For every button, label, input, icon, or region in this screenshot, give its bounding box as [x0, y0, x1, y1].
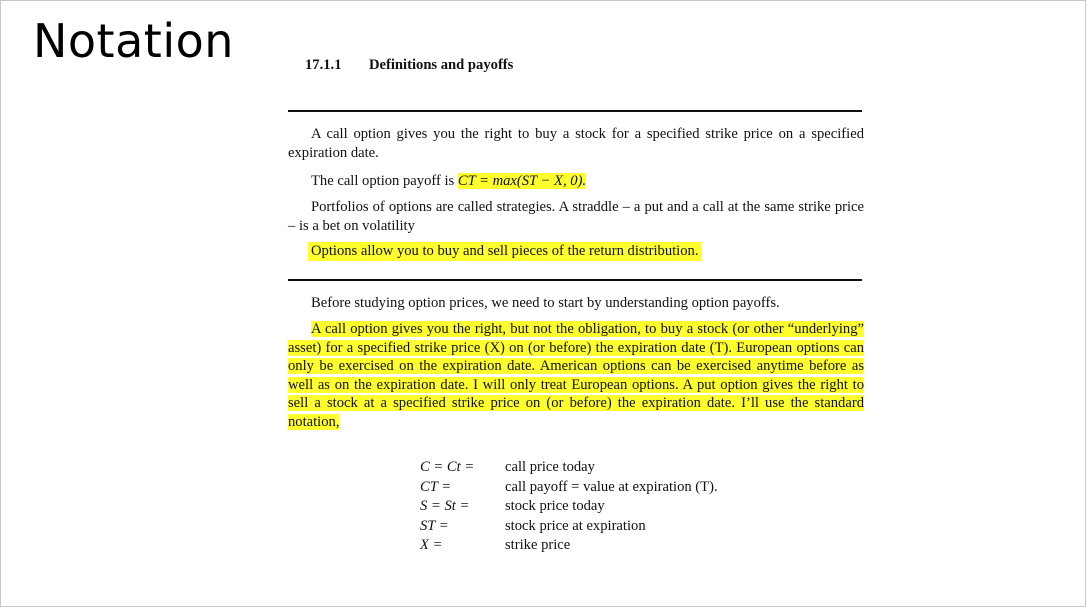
- payoff-formula: CT = max(ST − X, 0).: [457, 173, 587, 189]
- box-bottom-rule: [288, 279, 862, 281]
- notation-row: [420, 517, 718, 537]
- slide-title: Notation: [33, 14, 234, 68]
- body-paragraph-2: [288, 320, 864, 431]
- box-top-rule: [288, 110, 862, 112]
- box-paragraph-1-text: A call option gives you the right to buy a stock for a specified strike price on a specified expiration date.: [288, 126, 864, 161]
- body-paragraph-1: [288, 294, 864, 313]
- box-paragraph-4: [288, 242, 864, 261]
- box-paragraph-2: [288, 172, 864, 191]
- notation-description: call price today: [505, 459, 595, 475]
- notation-symbol: ST =: [420, 517, 449, 534]
- notation-row: [420, 478, 718, 498]
- section-title: Definitions and payoffs: [369, 57, 514, 73]
- notation-description: strike price: [505, 537, 571, 553]
- notation-description: call payoff = value at expiration (T).: [505, 478, 718, 495]
- notation-description: stock price today: [505, 498, 605, 514]
- box-paragraph-3-text: Portfolios of options are called strategies. A straddle – a put and a call at the same strike price – is a bet on volatility: [288, 199, 864, 234]
- notation-symbol: S = St =: [420, 498, 470, 514]
- body-paragraph-1-text: Before studying option prices, we need to start by understanding option payoffs.: [311, 295, 780, 311]
- notation-row: [420, 497, 718, 517]
- section-number: 17.1.1: [305, 57, 342, 73]
- notation-table: [420, 458, 718, 556]
- box-paragraph-1: [288, 125, 864, 162]
- highlighted-statement: Options allow you to buy and sell pieces of the return distribution.: [308, 242, 701, 261]
- body-paragraph-2-text: A call option gives you the right, but not the obligation, to buy a stock (or other “underlying” asset) for a specified strike price (X) on (or before) the expiration date (T). European options can only be exercised on the expiration date. American options can be exercised anytime before as well as on the expiration date. I will only treat European options. A put option gives the right to sell a stock at a specified strike price on (or before) the expiration date. I’ll use the standard notation,: [288, 321, 864, 430]
- notation-row: [420, 458, 718, 478]
- notation-row: [420, 536, 718, 556]
- section-heading: [305, 57, 513, 74]
- box-paragraph-3: [288, 198, 864, 235]
- payoff-text: The call option payoff is: [311, 173, 458, 189]
- notation-symbol: CT =: [420, 478, 452, 495]
- notation-symbol: X =: [420, 537, 443, 553]
- notation-description: stock price at expiration: [505, 517, 646, 534]
- notation-symbol: C = Ct =: [420, 459, 475, 475]
